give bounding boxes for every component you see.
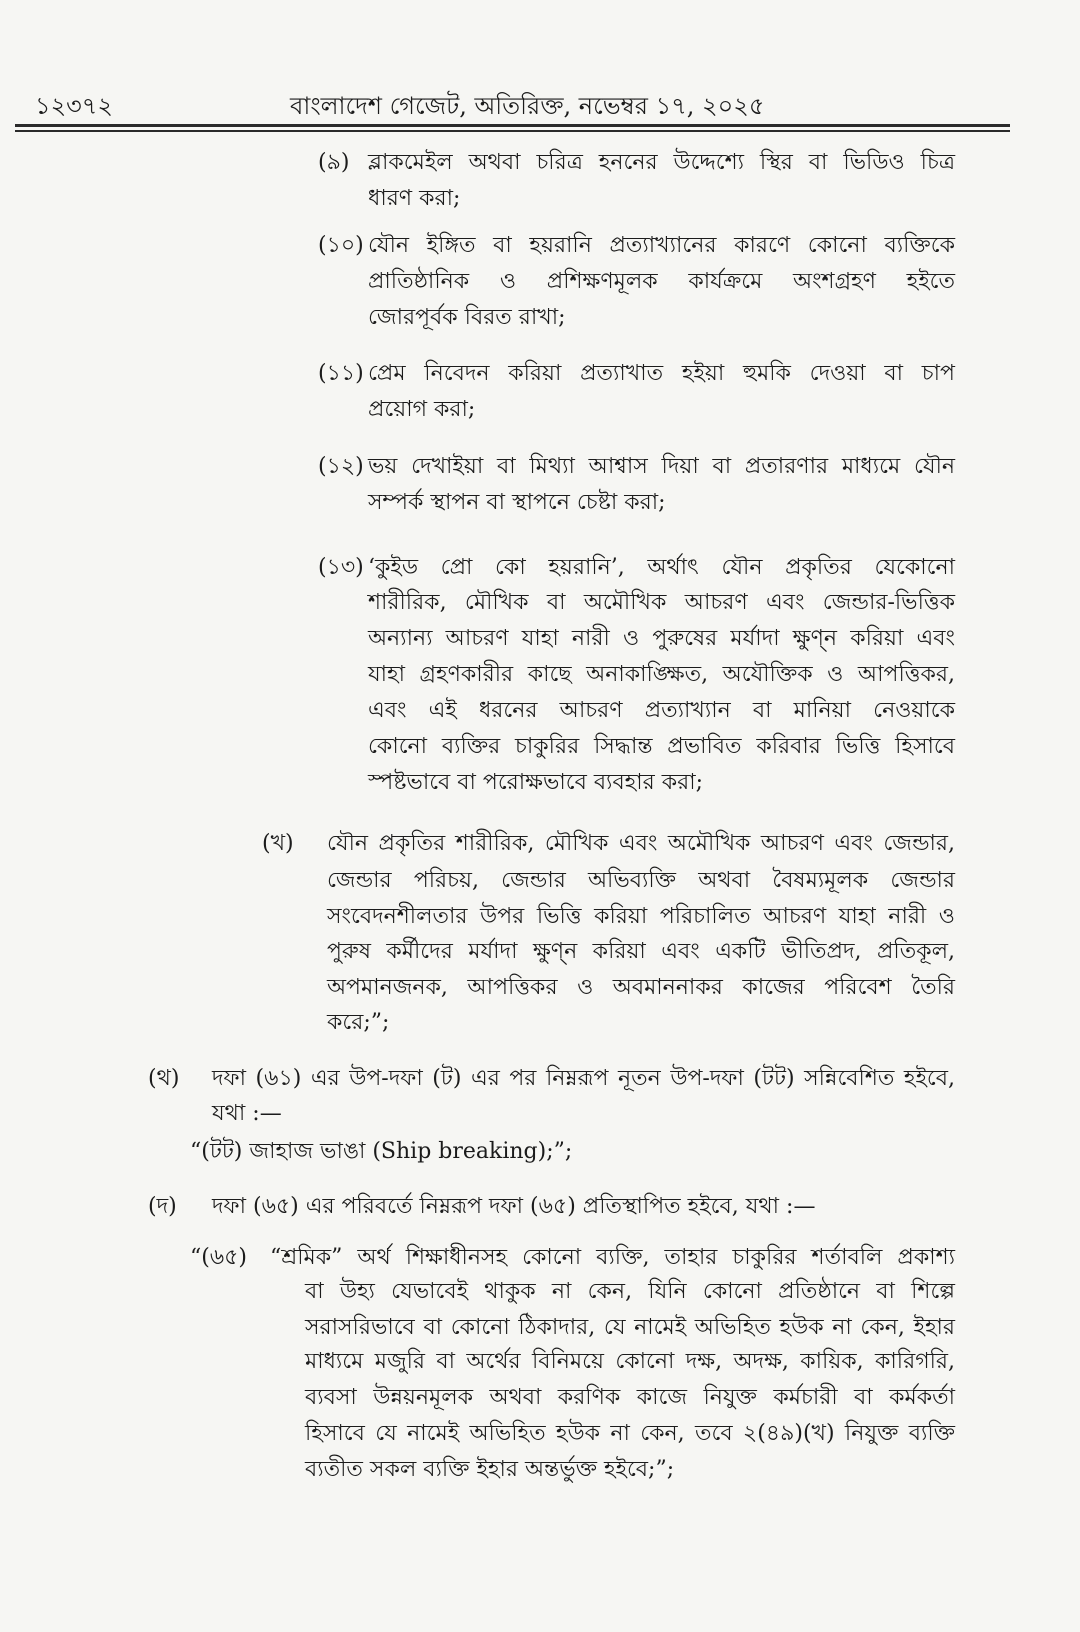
clause-line: প্রয়োগ করা; — [368, 397, 476, 422]
clause-line: দফা (৬৫) এর পরিবর্তে নিম্নরূপ দফা (৬৫) প্রতিস্থাপিত হইবে, যথা :— — [212, 1194, 816, 1219]
clause-label: (১২) — [318, 454, 364, 479]
clause-label: (১৩) — [318, 555, 364, 580]
clause-line: যথা :— — [212, 1101, 282, 1126]
clause-line: ধারণ করা; — [368, 186, 461, 211]
header-rule — [15, 130, 1010, 132]
clause-line: প্রেম নিবেদন করিয়া প্রত্যাখাত হইয়া হুমকি দেওয়া বা চাপ — [368, 361, 955, 386]
clause-line: এবং এই ধরনের আচরণ প্রত্যাখ্যান বা মানিয়া নেওয়াকে — [368, 698, 955, 723]
clause-line: অপমানজনক, আপত্তিকর ও অবমাননাকর কাজের পরিবেশ তৈরি — [327, 975, 955, 1000]
clause-line: ‘কুইড প্রো কো হয়রানি’, অর্থাৎ যৌন প্রকৃতির যেকোনো — [368, 555, 955, 580]
clause-line: হিসাবে যে নামেই অভিহিত হউক না কেন, তবে ২(৪৯)(খ) নিযুক্ত ব্যক্তি — [305, 1421, 955, 1446]
clause-line: যৌন প্রকৃতির শারীরিক, মৌখিক এবং অমৌখিক আচরণ এবং জেন্ডার, — [327, 831, 955, 856]
clause-line: ব্যবসা উন্নয়নমূলক অথবা করণিক কাজে নিযুক্ত কর্মচারী বা কর্মকর্তা — [305, 1385, 955, 1410]
clause-line: পুরুষ কর্মীদের মর্যাদা ক্ষুণ্ন করিয়া এবং একটি ভীতিপ্রদ, প্রতিকূল, — [327, 939, 955, 964]
gazette-title: বাংলাদেশ গেজেট, অতিরিক্ত, নভেম্বর ১৭, ২০২৫ — [290, 92, 765, 120]
clause-line: কোনো ব্যক্তির চাকুরির সিদ্ধান্ত প্রভাবিত করিবার ভিত্তি হিসাবে — [368, 734, 955, 759]
clause-label: (৯) — [318, 150, 350, 175]
clause-line: মাধ্যমে মজুরি বা অর্থের বিনিময়ে কোনো দক্ষ, অদক্ষ, কায়িক, কারিগরি, — [305, 1349, 955, 1374]
clause-line: যাহা গ্রহণকারীর কাছে অনাকাঙ্ক্ষিত, অযৌক্তিক ও আপত্তিকর, — [368, 662, 955, 687]
page-number: ১২৩৭২ — [35, 92, 113, 120]
clause-label: (১১) — [318, 361, 364, 386]
clause-line: ব্যতীত সকল ব্যক্তি ইহার অন্তর্ভুক্ত হইবে;”; — [305, 1457, 675, 1482]
clause-label: (১০) — [318, 233, 364, 258]
clause-label: “(৬৫) — [190, 1245, 247, 1270]
clause-line: ভয় দেখাইয়া বা মিথ্যা আশ্বাস দিয়া বা প্রতারণার মাধ্যমে যৌন — [368, 454, 955, 479]
clause-line: স্পষ্টভাবে বা পরোক্ষভাবে ব্যবহার করা; — [368, 770, 704, 795]
clause-label: (থ) — [148, 1066, 180, 1091]
header-rule — [15, 124, 1010, 127]
clause-line: সরাসরিভাবে বা কোনো ঠিকাদার, যে নামেই অভিহিত হউক না কেন, ইহার — [305, 1315, 955, 1340]
clause-line: সম্পর্ক স্থাপন বা স্থাপনে চেষ্টা করা; — [368, 490, 666, 515]
clause-line: যৌন ইঙ্গিত বা হয়রানি প্রত্যাখ্যানের কারণে কোনো ব্যক্তিকে — [368, 233, 955, 258]
clause-line: বা উহ্য যেভাবেই থাকুক না কেন, যিনি কোনো প্রতিষ্ঠানে বা শিল্পে — [305, 1279, 955, 1304]
clause-line: জেন্ডার পরিচয়, জেন্ডার অভিব্যক্তি অথবা বৈষম্যমূলক জেন্ডার — [327, 868, 955, 893]
clause-line: জোরপূর্বক বিরত রাখা; — [368, 305, 566, 330]
clause-line: সংবেদনশীলতার উপর ভিত্তি করিয়া পরিচালিত আচরণ যাহা নারী ও — [327, 904, 955, 929]
inserted-subclause: “(টট) জাহাজ ভাঙা (Ship breaking);”; — [190, 1139, 573, 1164]
clause-label: (খ) — [262, 831, 294, 856]
clause-line: অন্যান্য আচরণ যাহা নারী ও পুরুষের মর্যাদা ক্ষুণ্ন করিয়া এবং — [368, 626, 955, 651]
clause-line: প্রাতিষ্ঠানিক ও প্রশিক্ষণমূলক কার্যক্রমে অংশগ্রহণ হইতে — [368, 269, 955, 294]
clause-line: দফা (৬১) এর উপ-দফা (ট) এর পর নিম্নরূপ নূতন উপ-দফা (টট) সন্নিবেশিত হইবে, — [212, 1066, 955, 1091]
clause-line: শারীরিক, মৌখিক বা অমৌখিক আচরণ এবং জেন্ডার-ভিত্তিক — [368, 590, 955, 615]
clause-line: ব্লাকমেইল অথবা চরিত্র হননের উদ্দেশ্যে স্থির বা ভিডিও চিত্র — [368, 150, 955, 175]
clause-line: “শ্রমিক” অর্থ শিক্ষাধীনসহ কোনো ব্যক্তি, তাহার চাকুরির শর্তাবলি প্রকাশ্য — [270, 1245, 955, 1270]
clause-label: (দ) — [148, 1194, 177, 1219]
clause-line: করে;”; — [327, 1010, 390, 1035]
